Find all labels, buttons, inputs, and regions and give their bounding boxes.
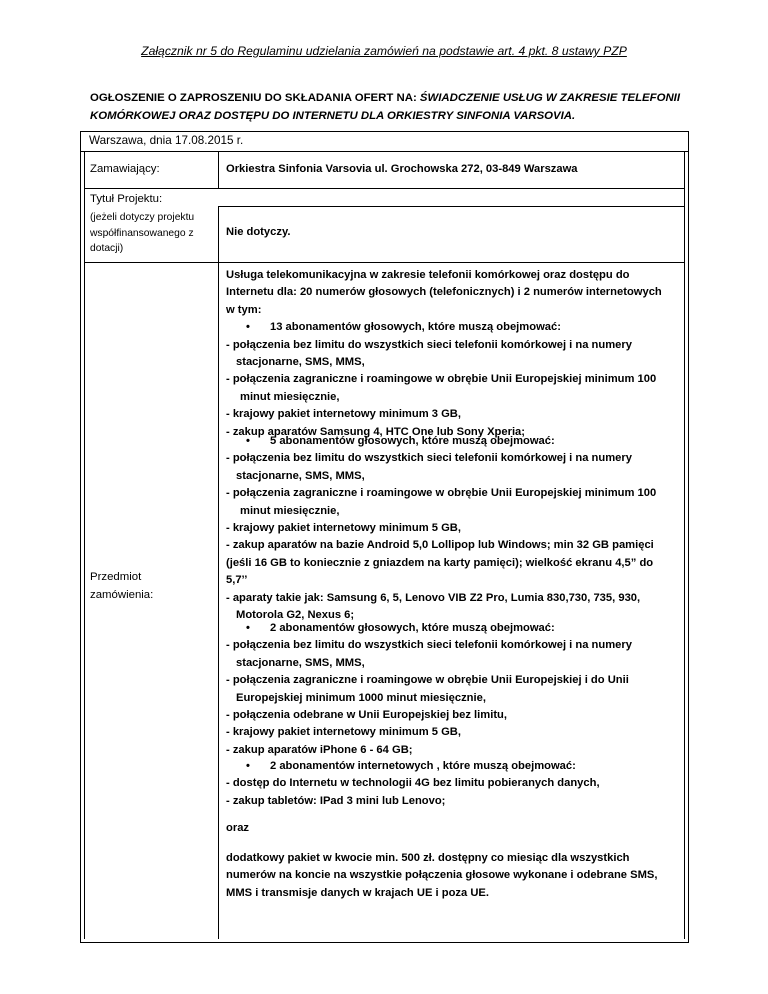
announcement-prefix: OGŁOSZENIE O ZAPROSZENIU DO SKŁADANIA OFERT NA:	[90, 92, 420, 104]
column-divider-1	[218, 151, 219, 188]
project-label: Tytuł Projektu:	[90, 193, 163, 205]
attachment-header: Załącznik nr 5 do Regulaminu udzielania zamówień na podstawie art. 4 pkt. 8 ustawy PZP	[141, 44, 627, 58]
list-item: • 2 abonamentów głosowych, które muszą obejmować:	[246, 622, 555, 634]
subject-description-extra: dodatkowy pakiet w kwocie min. 500 zł. dostępny co miesiąc dla wszystkich numerów na koncie na wszystkie połączenia głosowe wykonane i odebrane SMS, MMS i transmisje danych w krajach UE i poza UE.	[226, 852, 658, 899]
project-note: (jeżeli dotyczy projektu współfinansowanego z dotacji)	[90, 212, 195, 254]
divider-orderer	[84, 188, 685, 189]
date-line: Warszawa, dnia 17.08.2015 r.	[89, 134, 244, 147]
list-item: • 2 abonamentów internetowych , które muszą obejmować:	[246, 760, 576, 772]
subject-description-group-2: • 5 abonamentów głosowych, które muszą obejmować: - połączenia bez limitu do wszystkich sieci telefonii komórkowej i na numery stacjonarne, SMS, MMS, - połączenia zagraniczne i roamingowe w obrębie Unii Europejskiej minimum 100 minut miesięcznie, - krajowy pakiet internetowy minimum 5 GB, - zakup aparatów na bazie Android 5,0 Lollipop lub Windows; min 32 GB pamięci (jeśli 16 GB to koniecznie z gniazdem na karty pamięci); wielkość ekranu 4,5” do 5,7’’ - aparaty takie jak: Samsung 6, 5, Lenovo VIB Z2 Pro, Lumia 830,730, 735, 930, Motorola G2, Nexus 6;	[226, 433, 681, 624]
list-item: • 5 abonamentów głosowych, które muszą obejmować:	[246, 435, 555, 447]
subject-description-group-3: • 2 abonamentów głosowych, które muszą obejmować: - połączenia bez limitu do wszystkich sieci telefonii komórkowej i na numery stacjonarne, SMS, MMS, - połączenia zagraniczne i roamingowe w obrębie Unii Europejskiej i do Unii Europejskiej minimum 1000 minut miesięcznie, - połączenia odebrane w Unii Europejskiej bez limitu, - krajowy pakiet internetowy minimum 5 GB, - zakup aparatów iPhone 6 - 64 GB;	[226, 620, 681, 759]
orderer-value: Orkiestra Sinfonia Varsovia ul. Grochowska 272, 03-849 Warszawa	[226, 163, 578, 175]
announcement-title	[90, 89, 690, 125]
divider-project	[84, 262, 685, 263]
project-value: Nie dotyczy.	[226, 226, 291, 238]
announcement-subject-2: KOMÓRKOWEJ ORAZ DOSTĘPU DO INTERNETU DLA ORKIESTRY SINFONIA VARSOVIA.	[90, 110, 576, 122]
subject-description-oraz: oraz	[226, 822, 250, 834]
divider-project-right	[218, 206, 685, 207]
subject-description-group-4: • 2 abonamentów internetowych , które muszą obejmować: - dostęp do Internetu w technologii 4G bez limitu pobieranych danych, - zakup tabletów: IPad 3 mini lub Lenovo;	[226, 758, 681, 810]
divider-date	[80, 151, 689, 152]
subject-label: Przedmiot zamówienia:	[90, 571, 154, 601]
subject-description-intro: Usługa telekomunikacyjna w zakresie telefonii komórkowej oraz dostępu do Internetu dla: 20 numerów głosowych (telefonicznych) i 2 numerów internetowych w tym: • 13 abonamentów głosowych, które muszą obejmować: - połączenia bez limitu do wszystkich sieci telefonii komórkowej i na numery stacjonarne, SMS, MMS, - połączenia zagraniczne i roamingowe w obrębie Unii Europejskiej minimum 100 minut miesięcznie, - krajowy pakiet internetowy minimum 3 GB, - zakup aparatów Samsung 4, HTC One lub Sony Xperia;	[226, 267, 681, 441]
orderer-label: Zamawiający:	[90, 163, 160, 175]
list-item: • 13 abonamentów głosowych, które muszą obejmować:	[246, 321, 561, 334]
announcement-subject-1: ŚWIADCZENIE USŁUG W ZAKRESIE TELEFONII	[419, 92, 681, 104]
column-divider-2	[218, 206, 219, 939]
